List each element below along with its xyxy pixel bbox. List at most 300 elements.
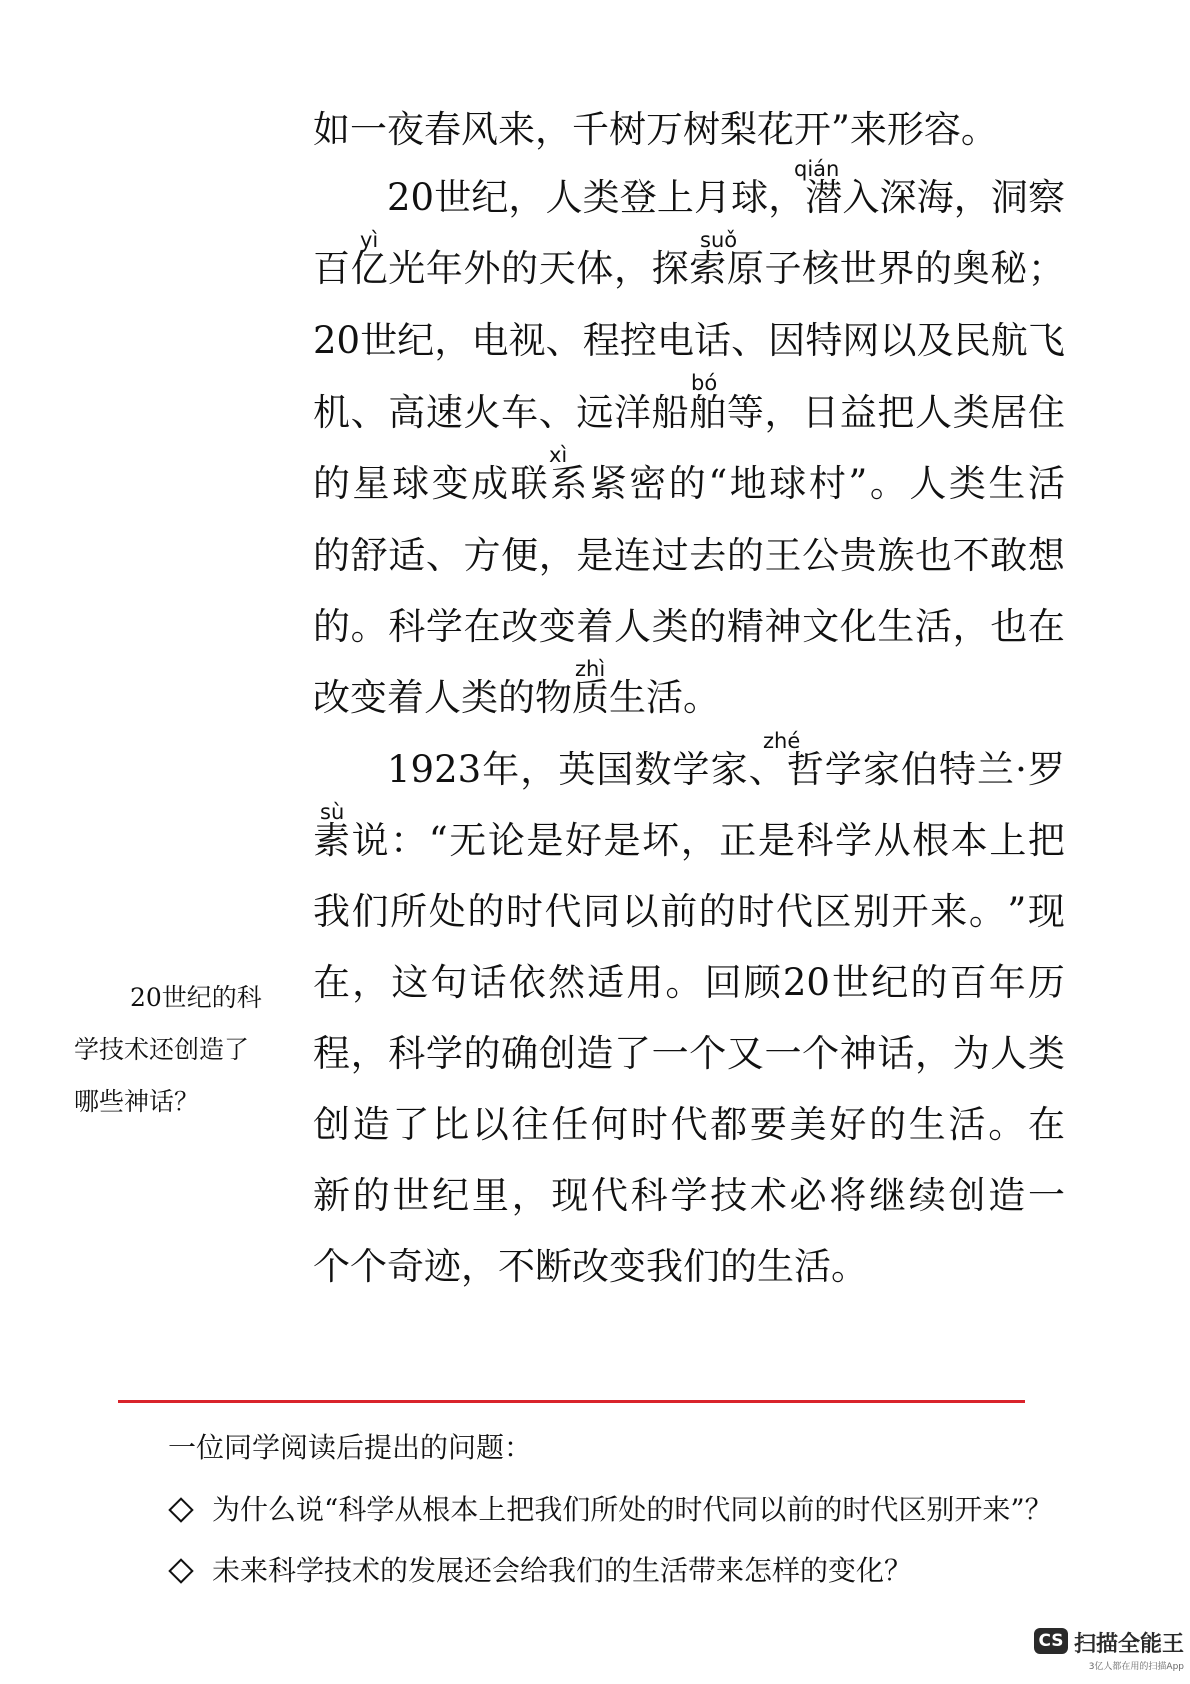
body-char: 话 <box>877 1032 915 1075</box>
body-char: ， <box>434 319 472 362</box>
body-char: 核 <box>802 247 840 290</box>
body-char: 海 <box>916 176 954 219</box>
body-char: 等 <box>726 391 764 434</box>
side-note-line-3: 哪些神话？ <box>74 1087 200 1116</box>
body-char: 世 <box>392 1174 430 1217</box>
body-char: 句 <box>430 961 468 1004</box>
body-char: 兰 <box>977 748 1015 791</box>
body-char: 的 <box>467 890 505 933</box>
logo-slogan: 3亿人都在用的扫描App <box>1088 1662 1184 1672</box>
body-char: 代 <box>544 890 582 933</box>
body-char: 电 <box>471 319 509 362</box>
body-char: 哲 <box>786 748 824 791</box>
body-char: 要 <box>749 1103 787 1146</box>
body-char: “ <box>428 819 448 862</box>
body-char: 化 <box>839 605 877 648</box>
body-char: 顾 <box>743 961 781 1004</box>
questions-title: 一位同学阅读后提出的问题： <box>168 1431 533 1464</box>
body-char: 着 <box>576 605 614 648</box>
body-char: 人 <box>545 176 583 219</box>
body-char: 把 <box>877 391 915 434</box>
body-char: 。 <box>350 605 388 648</box>
body-char: 英 <box>558 748 596 791</box>
cs-logo-icon: CS <box>1034 1628 1068 1654</box>
body-char: 是 <box>757 819 795 862</box>
body-char: 何 <box>591 1103 629 1146</box>
diamond-bullet-icon <box>168 1558 193 1583</box>
body-char: 是 <box>526 819 564 862</box>
body-char: 个 <box>802 1032 840 1075</box>
body-char: ， <box>614 247 651 290</box>
body-char: 我 <box>313 890 350 933</box>
body-char: 系 <box>550 462 588 505</box>
body-char: 一 <box>651 1032 689 1075</box>
body-char: 以 <box>621 890 659 933</box>
body-char: 依 <box>508 961 546 1004</box>
body-char: 类 <box>582 176 620 219</box>
body-char: 纪 <box>871 961 909 1004</box>
body-char: 百 <box>313 247 350 290</box>
body-char: 们 <box>351 890 389 933</box>
body-char: 、 <box>731 319 769 362</box>
body-char: 球 <box>731 176 769 219</box>
body-char: 同 <box>583 890 621 933</box>
body-char: 生 <box>877 605 915 648</box>
body-char: 造 <box>988 1174 1026 1217</box>
body-char: 罗 <box>1027 748 1065 791</box>
body-char: 特 <box>805 319 843 362</box>
body-char: ” <box>848 462 868 505</box>
body-char: 继 <box>869 1174 907 1217</box>
body-char: 天 <box>538 247 576 290</box>
body-char: 便 <box>501 534 539 577</box>
body-char: 人 <box>909 462 947 505</box>
pinyin-xi: xì <box>549 443 568 467</box>
pinyin-suo: suǒ <box>700 228 738 252</box>
body-char: 去 <box>689 534 727 577</box>
body-char: 外 <box>463 247 501 290</box>
body-char: 球 <box>769 462 807 505</box>
body-char: 成 <box>471 462 509 505</box>
pinyin-zhe: zhé <box>763 729 801 753</box>
body-char: 生 <box>988 462 1026 505</box>
diamond-bullet-icon <box>168 1497 193 1522</box>
body-char: 活 <box>915 605 952 648</box>
body-char: ， <box>952 605 990 648</box>
pinyin-zhi: zhì <box>575 657 606 681</box>
body-char: 区 <box>814 890 852 933</box>
body-char: 正 <box>719 819 757 862</box>
body-char: 都 <box>710 1103 748 1146</box>
body-char: 纪 <box>471 176 509 219</box>
body-char: 洞 <box>990 176 1028 219</box>
body-char: 高 <box>388 391 426 434</box>
body-char: 里 <box>471 1174 509 1217</box>
body-char: ， <box>350 1032 388 1075</box>
body-char: 年 <box>482 748 520 791</box>
body-char: 。 <box>665 961 703 1004</box>
body-char: 造 <box>576 1032 614 1075</box>
body-char: 来 <box>930 890 968 933</box>
body-char: 舒 <box>350 534 388 577</box>
body-char: 索 <box>689 247 727 290</box>
body-char: 深 <box>879 176 917 219</box>
body-char: 新 <box>313 1174 350 1217</box>
body-char: 村 <box>808 462 846 505</box>
body-char: 学 <box>425 1032 463 1075</box>
body-char: 的 <box>698 890 736 933</box>
body-line-4 <box>313 319 1065 363</box>
body-char: 好 <box>564 819 602 862</box>
body-char: 是 <box>576 534 614 577</box>
body-char: 的 <box>352 1174 390 1217</box>
body-char: 奥 <box>952 247 990 290</box>
body-char: 精 <box>726 605 764 648</box>
body-char: 时 <box>505 890 543 933</box>
question-text-1: 为什么说“科学从根本上把我们所处的时代同以前的时代区别开来”？ <box>212 1493 1053 1526</box>
body-char: 潜 <box>805 176 843 219</box>
logo-name: 扫描全能王 <box>1074 1632 1185 1657</box>
body-line-7 <box>313 534 1065 578</box>
body-char: 火 <box>463 391 501 434</box>
body-char: 的 <box>689 605 727 648</box>
body-char: 益 <box>839 391 877 434</box>
body-char: 一 <box>764 1032 802 1075</box>
body-char: 神 <box>839 1032 877 1075</box>
body-char: 的 <box>869 1103 907 1146</box>
body-char: 别 <box>853 890 891 933</box>
body-char: 历 <box>1027 961 1065 1004</box>
body-char: 百 <box>949 961 987 1004</box>
body-char: 秘 <box>990 247 1028 290</box>
body-char: ： <box>390 819 428 862</box>
body-char: 伯 <box>900 748 938 791</box>
body-char: ， <box>680 819 718 862</box>
body-char: 又 <box>726 1032 764 1075</box>
body-char: ， <box>768 176 806 219</box>
body-char: 、 <box>350 391 388 434</box>
body-char: 1923 <box>387 748 482 791</box>
body-char: 类 <box>948 462 986 505</box>
body-char: 过 <box>651 534 689 577</box>
body-char: 20 <box>313 319 361 362</box>
body-char: 造 <box>352 1103 390 1146</box>
body-char: 素 <box>313 819 350 862</box>
body-char: 生 <box>908 1103 946 1146</box>
body-char: 话 <box>469 961 507 1004</box>
body-char: 以 <box>471 1103 509 1146</box>
body-char: ， <box>352 961 390 1004</box>
body-char: 技 <box>710 1174 748 1217</box>
body-line-17: 个个奇迹，不断改变我们的生活。 <box>313 1245 868 1288</box>
red-divider <box>118 1400 1025 1403</box>
body-char: 上 <box>989 819 1027 862</box>
body-line-12 <box>313 890 1065 934</box>
body-char: 人 <box>614 605 651 648</box>
body-char: 球 <box>392 462 430 505</box>
body-char: 时 <box>737 890 775 933</box>
body-char: 、 <box>538 391 576 434</box>
body-char: 纪 <box>432 1174 470 1217</box>
body-char: 国 <box>596 748 634 791</box>
body-char: 确 <box>501 1032 539 1075</box>
body-char: ； <box>1027 247 1065 290</box>
body-char: 然 <box>547 961 585 1004</box>
body-char: 亿 <box>350 247 388 290</box>
body-char: 航 <box>990 319 1028 362</box>
body-char: 类 <box>952 391 990 434</box>
body-char: 。 <box>869 462 907 505</box>
body-char: 住 <box>1027 391 1065 434</box>
body-char: 光 <box>388 247 426 290</box>
body-char: 20 <box>387 176 435 219</box>
body-char: 活 <box>948 1103 986 1146</box>
body-char: 续 <box>908 1174 946 1217</box>
body-char: 文 <box>802 605 840 648</box>
body-char: 创 <box>538 1032 576 1075</box>
body-char: 术 <box>749 1174 787 1217</box>
body-char: 学 <box>672 748 710 791</box>
body-char: 不 <box>952 534 990 577</box>
body-char: 神 <box>764 605 802 648</box>
body-char: ， <box>508 176 546 219</box>
body-char: 数 <box>634 748 672 791</box>
pinyin-bo: bó <box>691 371 718 395</box>
body-char: 的 <box>501 247 539 290</box>
body-char: 民 <box>953 319 991 362</box>
body-char: 世 <box>832 961 870 1004</box>
body-char: 子 <box>764 247 802 290</box>
body-char: 现 <box>551 1174 589 1217</box>
body-char: 时 <box>630 1103 668 1146</box>
body-char: 联 <box>510 462 548 505</box>
body-char: 将 <box>829 1174 867 1217</box>
body-char: 电 <box>656 319 694 362</box>
body-char: 学 <box>425 605 463 648</box>
body-char: 类 <box>1027 1032 1065 1075</box>
body-char: 飞 <box>1027 319 1065 362</box>
body-char: 美 <box>789 1103 827 1146</box>
body-char: 船 <box>651 391 689 434</box>
body-char: 根 <box>912 819 950 862</box>
body-line-2 <box>387 176 1065 220</box>
body-char: ， <box>538 534 576 577</box>
body-char: 开 <box>891 890 929 933</box>
body-char: 洋 <box>614 391 651 434</box>
side-note-line-2: 学技术还创造了 <box>74 1035 250 1064</box>
body-char: 必 <box>789 1174 827 1217</box>
body-line-11 <box>313 819 1065 863</box>
body-char: 一 <box>1027 1174 1065 1217</box>
body-char: 学 <box>670 1174 708 1217</box>
body-char: 星 <box>352 462 390 505</box>
body-char: 在 <box>313 961 350 1004</box>
body-line-15 <box>313 1103 1065 1147</box>
body-char: 改 <box>501 605 539 648</box>
body-char: 科 <box>630 1174 668 1217</box>
body-char: 现 <box>1027 890 1065 933</box>
body-char: 家 <box>862 748 900 791</box>
body-char: 速 <box>425 391 463 434</box>
body-char: 登 <box>619 176 657 219</box>
scanner-logo <box>1034 1624 1184 1676</box>
body-char: 科 <box>388 605 426 648</box>
body-char: 为 <box>952 1032 990 1075</box>
body-char: 这 <box>391 961 429 1004</box>
body-char: 无 <box>449 819 487 862</box>
body-char: 。 <box>988 1103 1026 1146</box>
body-char: ， <box>915 1032 952 1075</box>
body-char: 连 <box>614 534 651 577</box>
body-char: 类 <box>651 605 689 648</box>
body-char: 任 <box>551 1103 589 1146</box>
body-char: 年 <box>425 247 463 290</box>
body-char: 也 <box>915 534 952 577</box>
body-char: 创 <box>948 1174 986 1217</box>
body-line-8 <box>313 605 1065 649</box>
body-char: 程 <box>313 1032 350 1075</box>
body-char: 从 <box>873 819 911 862</box>
body-char: 视 <box>508 319 546 362</box>
body-char: 好 <box>829 1103 867 1146</box>
body-char: 学 <box>835 819 873 862</box>
body-char: 话 <box>694 319 732 362</box>
body-line-5 <box>313 391 1065 435</box>
body-char: 居 <box>990 391 1028 434</box>
body-char: 的 <box>668 462 706 505</box>
body-char: 在 <box>1027 605 1065 648</box>
body-char: 贵 <box>839 534 877 577</box>
body-char: 族 <box>877 534 915 577</box>
body-char: 适 <box>388 534 426 577</box>
body-char: 用 <box>626 961 664 1004</box>
body-char: 车 <box>501 391 539 434</box>
body-char: 在 <box>1027 1103 1065 1146</box>
body-char: 紧 <box>589 462 627 505</box>
body-char: 也 <box>990 605 1028 648</box>
body-char: 世 <box>434 176 472 219</box>
body-char: 坏 <box>642 819 680 862</box>
body-char: 往 <box>511 1103 549 1146</box>
body-char: 的 <box>910 961 948 1004</box>
body-char: 纪 <box>397 319 435 362</box>
side-note <box>74 972 274 1128</box>
body-char: 地 <box>729 462 767 505</box>
body-char: 比 <box>432 1103 470 1146</box>
question-item-1 <box>168 1490 1053 1530</box>
body-char: “ <box>708 462 728 505</box>
body-char: 世 <box>360 319 398 362</box>
body-char: 论 <box>487 819 525 862</box>
body-char: 所 <box>390 890 428 933</box>
question-item-2 <box>168 1551 912 1591</box>
body-char: 说 <box>351 819 389 862</box>
body-char: 的 <box>313 462 350 505</box>
body-char: 年 <box>988 961 1026 1004</box>
question-text-2: 未来科学技术的发展还会给我们的生活带来怎样的变化？ <box>212 1554 913 1587</box>
body-char: 公 <box>802 534 840 577</box>
side-note-line-1: 20世纪的科 <box>130 983 262 1012</box>
body-char: 回 <box>704 961 742 1004</box>
body-char: 及 <box>916 319 954 362</box>
pinyin-yi: yì <box>360 228 379 252</box>
body-char: 的 <box>463 1032 501 1075</box>
body-char: 是 <box>603 819 641 862</box>
body-char: 。 <box>968 890 1006 933</box>
body-line-6 <box>313 462 1065 506</box>
body-char: 、 <box>545 319 583 362</box>
body-char: 机 <box>313 391 350 434</box>
body-char: 人 <box>990 1032 1028 1075</box>
body-char: 创 <box>313 1103 350 1146</box>
body-char: 家 <box>710 748 748 791</box>
body-char: 原 <box>726 247 764 290</box>
body-char: ， <box>764 391 802 434</box>
body-char: ” <box>1007 890 1027 933</box>
body-char: 特 <box>938 748 976 791</box>
body-char: 的 <box>313 605 350 648</box>
body-char: 前 <box>660 890 698 933</box>
body-char: 上 <box>656 176 694 219</box>
body-char: 日 <box>802 391 840 434</box>
body-char: 世 <box>839 247 877 290</box>
body-char: 的 <box>313 534 350 577</box>
body-line-13 <box>313 961 1065 1005</box>
pinyin-su: sù <box>320 800 345 824</box>
body-char: 适 <box>587 961 625 1004</box>
body-char: 、 <box>425 534 463 577</box>
body-char: 人 <box>915 391 952 434</box>
body-char: 、 <box>748 748 786 791</box>
body-char: 代 <box>775 890 813 933</box>
body-char: ， <box>953 176 991 219</box>
body-char: ， <box>520 748 558 791</box>
body-char: 舶 <box>689 391 727 434</box>
body-char: 了 <box>392 1103 430 1146</box>
body-char: 科 <box>796 819 834 862</box>
body-char: 程 <box>582 319 620 362</box>
body-char: 变 <box>431 462 469 505</box>
body-char: 科 <box>388 1032 426 1075</box>
body-char: 以 <box>879 319 917 362</box>
body-char: · <box>1015 748 1027 791</box>
body-char: 想 <box>1027 534 1065 577</box>
body-char: 月 <box>693 176 731 219</box>
pinyin-qian: qián <box>794 157 840 181</box>
body-char: 在 <box>463 605 501 648</box>
body-char: 体 <box>576 247 614 290</box>
body-char: 入 <box>842 176 880 219</box>
body-line-14 <box>313 1032 1065 1076</box>
body-line-16 <box>313 1174 1065 1218</box>
body-char: 变 <box>538 605 576 648</box>
body-char: 王 <box>764 534 802 577</box>
body-char: 方 <box>463 534 501 577</box>
body-char: 网 <box>842 319 880 362</box>
body-char: 控 <box>619 319 657 362</box>
body-char: 探 <box>651 247 689 290</box>
body-line-1: 如一夜春风来，千树万树梨花开”来形容。 <box>313 108 998 151</box>
body-line-9: 改变着人类的物质生活。 <box>313 676 720 719</box>
body-char: 察 <box>1027 176 1065 219</box>
body-char: 20 <box>782 961 830 1004</box>
body-char: 了 <box>614 1032 651 1075</box>
body-char: 代 <box>591 1174 629 1217</box>
body-char: 把 <box>1027 819 1065 862</box>
body-char: 代 <box>670 1103 708 1146</box>
body-char: 密 <box>629 462 667 505</box>
body-char: 界 <box>877 247 915 290</box>
